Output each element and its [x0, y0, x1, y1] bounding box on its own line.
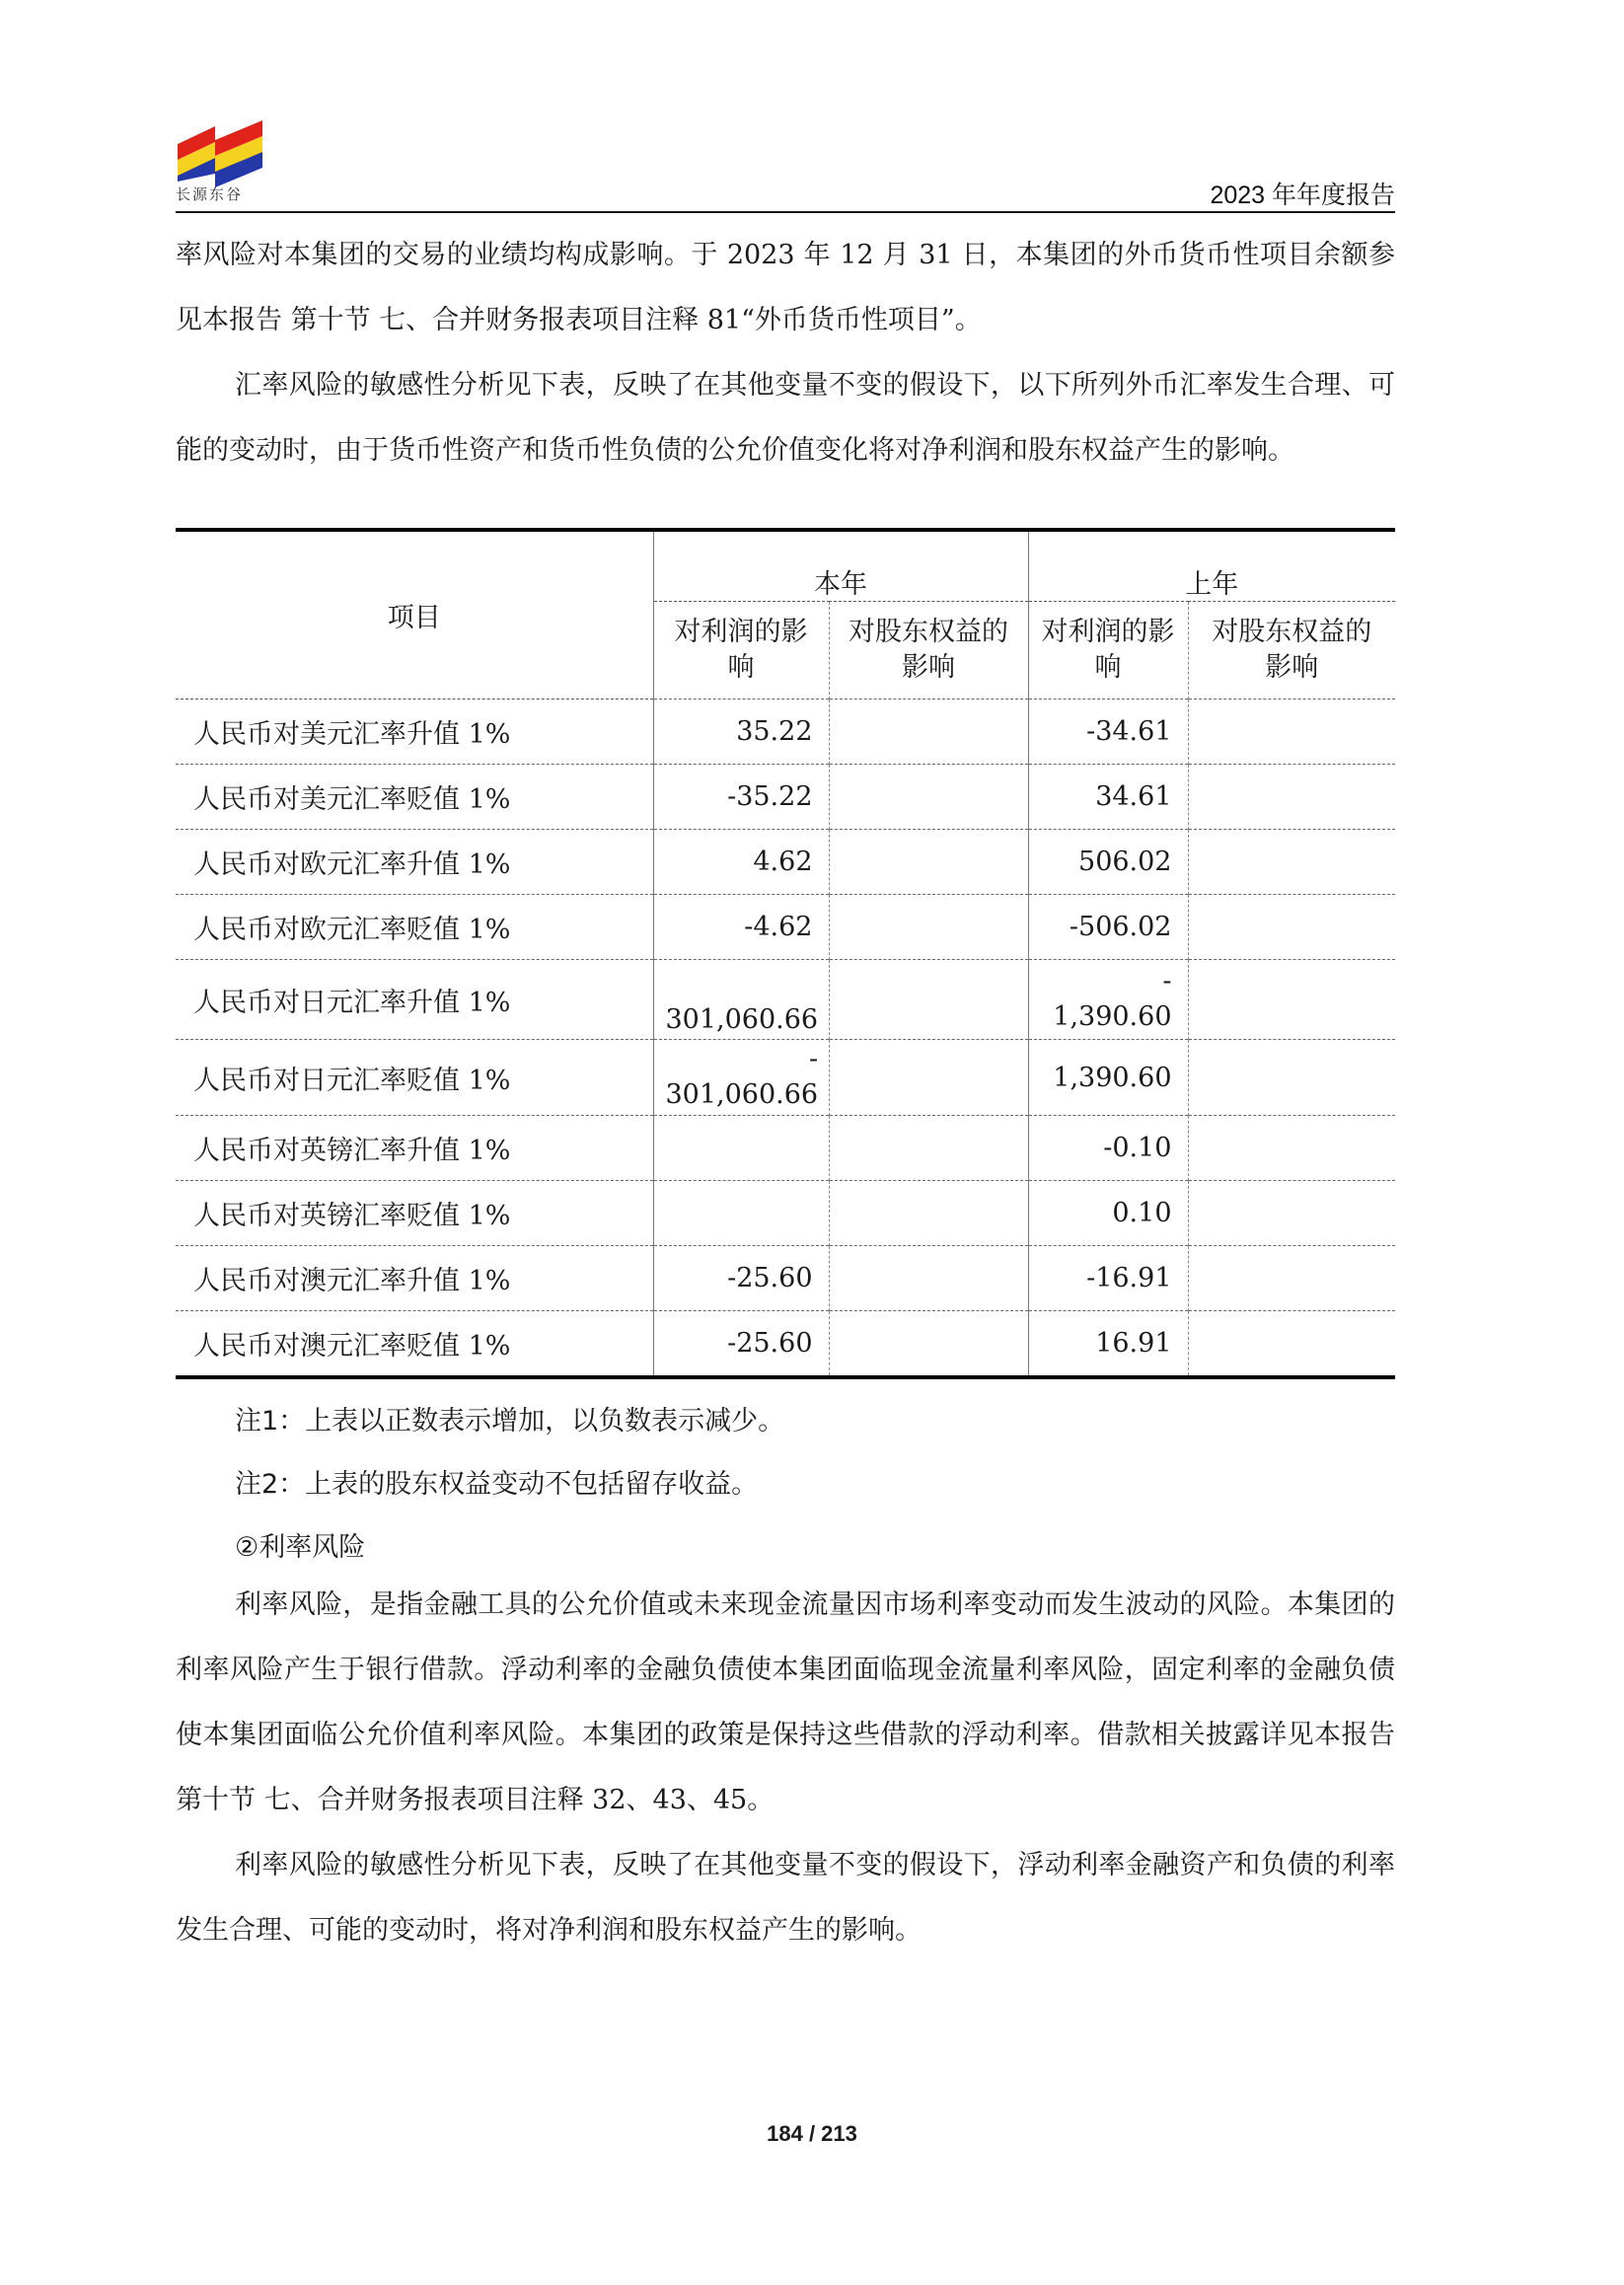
header-prev-profit: 对利润的影响 — [1028, 602, 1188, 700]
table-row — [176, 765, 1395, 830]
table-row — [176, 1040, 1395, 1116]
row-label: 人民币对澳元汇率升值 1% — [176, 1246, 653, 1311]
paragraph-fx-sensitivity: 汇率风险的敏感性分析见下表，反映了在其他变量不变的假设下，以下所列外币汇率发生合理、可能的变动时，由于货币性资产和货币性负债的公允价值变化将对净利润和股东权益产生的影响。 — [176, 370, 1395, 466]
cur-profit-cell — [653, 1116, 829, 1181]
paragraph-interest-rate-risk: 利率风险，是指金融工具的公允价值或未来现金流量因市场利率变动而发生波动的风险。本集团的利率风险产生于银行借款。浮动利率的金融负债使本集团面临现金流量利率风险，固定利率的金融负债使本集团面临公允价值利率风险。本集团的政策是保持这些借款的浮动利率。借款相关披露详见本报告 第十节 七、合并财务报表项目注释 32、43、45。 — [176, 1589, 1395, 1815]
prev-profit-sign: - — [1162, 966, 1172, 996]
table-row — [176, 700, 1395, 765]
prev-profit-cell: 16.91 — [1028, 1311, 1188, 1378]
report-title: 2023 年年度报告 — [1210, 182, 1395, 209]
prev-profit-cell: -16.91 — [1028, 1246, 1188, 1311]
cur-profit-cell — [653, 1181, 829, 1246]
page-number: 184 / 213 — [767, 2121, 857, 2146]
header-cur-profit: 对利润的影响 — [653, 602, 829, 700]
cur-profit-value: 301,060.66 — [665, 1079, 819, 1110]
cur-equity-cell — [829, 1040, 1028, 1116]
prev-profit-cell: 506.02 — [1028, 830, 1188, 895]
prev-equity-cell — [1188, 1246, 1395, 1311]
table-row — [176, 1246, 1395, 1311]
note-1: 注1：上表以正数表示增加，以负数表示减少。 — [235, 1406, 785, 1437]
row-label: 人民币对澳元汇率贬值 1% — [176, 1311, 653, 1378]
cur-profit-cell: 35.22 — [653, 700, 829, 765]
prev-equity-cell — [1188, 960, 1395, 1040]
cur-profit-sign: - — [808, 1044, 819, 1074]
prev-equity-cell — [1188, 1040, 1395, 1116]
prev-equity-cell — [1188, 1116, 1395, 1181]
row-label: 人民币对欧元汇率升值 1% — [176, 830, 653, 895]
row-label: 人民币对美元汇率升值 1% — [176, 700, 653, 765]
note-2: 注2：上表的股东权益变动不包括留存收益。 — [235, 1469, 759, 1500]
header-prev-equity: 对股东权益的影响 — [1212, 617, 1372, 683]
logo-text: 长源东谷 — [176, 185, 244, 203]
paragraph-interest-sensitivity: 利率风险的敏感性分析见下表，反映了在其他变量不变的假设下，浮动利率金融资产和负债的利率发生合理、可能的变动时，将对净利润和股东权益产生的影响。 — [176, 1850, 1395, 1946]
cur-equity-cell — [829, 1311, 1028, 1378]
header-last-year: 上年 — [1028, 530, 1395, 602]
fx-sensitivity-table — [176, 528, 1395, 1379]
prev-equity-cell — [1188, 895, 1395, 960]
prev-profit-cell: -506.02 — [1028, 895, 1188, 960]
table-row — [176, 1181, 1395, 1246]
prev-profit-cell: 34.61 — [1028, 765, 1188, 830]
cur-profit-cell: -4.62 — [653, 895, 829, 960]
header-this-year: 本年 — [653, 530, 1028, 602]
table-row — [176, 1116, 1395, 1181]
cur-equity-cell — [829, 1181, 1028, 1246]
cur-equity-cell — [829, 700, 1028, 765]
cur-equity-cell — [829, 830, 1028, 895]
cur-profit-cell: -35.22 — [653, 765, 829, 830]
header-item: 项目 — [176, 530, 653, 700]
row-label: 人民币对英镑汇率贬值 1% — [176, 1181, 653, 1246]
cur-profit-cell — [653, 1040, 829, 1116]
prev-profit-cell: 1,390.60 — [1028, 1040, 1188, 1116]
prev-profit-cell: 0.10 — [1028, 1181, 1188, 1246]
page-header — [176, 116, 1395, 215]
table-row — [176, 830, 1395, 895]
row-label: 人民币对欧元汇率贬值 1% — [176, 895, 653, 960]
cur-profit-cell: 4.62 — [653, 830, 829, 895]
row-label: 人民币对英镑汇率升值 1% — [176, 1116, 653, 1181]
prev-profit-cell: -0.10 — [1028, 1116, 1188, 1181]
section-heading-interest-rate: ②利率风险 — [235, 1532, 366, 1563]
paragraph-fx-balance: 率风险对本集团的交易的业绩均构成影响。于 2023 年 12 月 31 日，本集团的外币货币性项目余额参见本报告 第十节 七、合并财务报表项目注释 81“外币货币性项目”。 — [176, 240, 1395, 335]
cur-profit-cell: -25.60 — [653, 1311, 829, 1378]
prev-profit-value: 1,390.60 — [1053, 1001, 1172, 1032]
prev-equity-cell — [1188, 1311, 1395, 1378]
prev-profit-cell: -34.61 — [1028, 700, 1188, 765]
row-label: 人民币对日元汇率贬值 1% — [176, 1040, 653, 1116]
cur-profit-cell: -25.60 — [653, 1246, 829, 1311]
cur-profit-cell: 301,060.66 — [653, 960, 829, 1040]
header-cur-equity: 对股东权益的影响 — [829, 602, 1028, 700]
table-row — [176, 960, 1395, 1040]
row-label: 人民币对日元汇率升值 1% — [176, 960, 653, 1040]
cur-equity-cell — [829, 960, 1028, 1040]
cur-equity-cell — [829, 1246, 1028, 1311]
cur-equity-cell — [829, 765, 1028, 830]
table-row — [176, 895, 1395, 960]
prev-equity-cell — [1188, 765, 1395, 830]
prev-equity-cell — [1188, 700, 1395, 765]
prev-equity-cell — [1188, 1181, 1395, 1246]
cur-equity-cell — [829, 1116, 1028, 1181]
prev-profit-cell — [1028, 960, 1188, 1040]
row-label: 人民币对美元汇率贬值 1% — [176, 765, 653, 830]
header-divider — [176, 211, 1395, 213]
prev-equity-cell — [1188, 830, 1395, 895]
cur-equity-cell — [829, 895, 1028, 960]
table-row — [176, 1311, 1395, 1378]
